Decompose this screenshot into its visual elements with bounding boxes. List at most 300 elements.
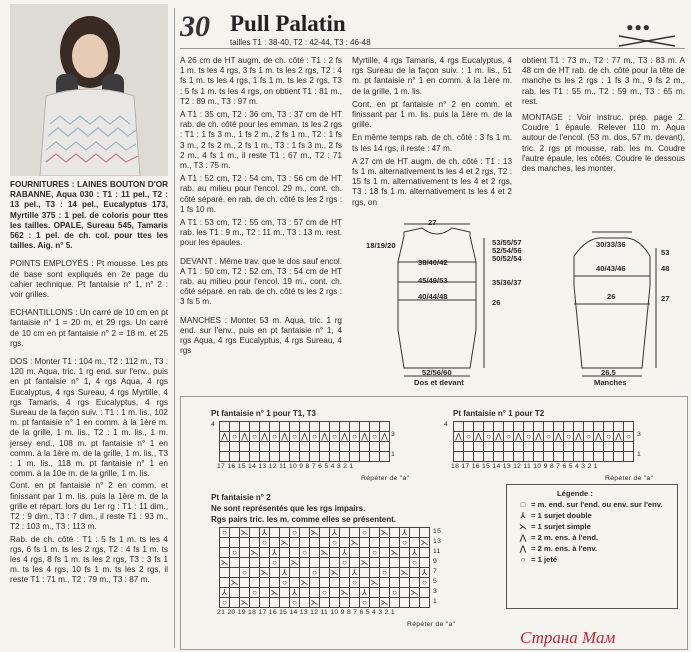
grid-cell: ⅄ (330, 528, 340, 538)
body-side-label-2: 26 (492, 298, 501, 307)
grid-cell (220, 538, 230, 548)
grid-cell (360, 442, 370, 452)
grid-cell: ○ (484, 432, 494, 442)
grid-cell (260, 598, 270, 608)
single-decrease-icon: ⋋ (519, 522, 527, 531)
grid-cell: ⋋ (320, 548, 329, 557)
grid-cell (390, 578, 400, 588)
grid-cell: ○ (464, 432, 474, 442)
encol-text: A T1 : 52 cm, T2 : 54 cm, T3 : 56 cm de HT rab. au milieu pour l'encol. 29 m., cont. ch. côté séparé. en rab. de ch. côté ts les 2 rgs : 1 fs 10 m. (180, 174, 342, 214)
body-right-label-2: 52/54/56 (492, 246, 522, 255)
grid-cell: ○ (380, 568, 390, 578)
grid-cell (514, 442, 524, 452)
chart3-row-13: 13 (433, 538, 442, 545)
echantillons-text: ECHANTILLONS : Un carré de 10 cm en pt fantaisie n° 1 = 20 m. et 29 rgs. Un carré de 10 cm en pt fantaisie n° 2 = 18 m. et 25 rgs. (10, 308, 168, 348)
chart3-grid (219, 527, 430, 608)
grid-cell (564, 442, 574, 452)
grid-cell (484, 452, 494, 462)
grid-cell (524, 442, 534, 452)
grid-cell: ⅄ (260, 528, 270, 538)
grid-cell (420, 598, 430, 608)
chart2-title: Pt fantaisie n° 1 pour T2 (453, 409, 545, 418)
grid-cell: ⋀ (454, 432, 464, 442)
chart3-note-1: Ne sont représentés que les rgs impairs. (211, 504, 366, 513)
grid-cell (484, 422, 494, 432)
grid-cell (260, 548, 270, 558)
grid-cell (360, 422, 370, 432)
grid-cell (594, 422, 604, 432)
grid-cell (544, 422, 554, 432)
body-top-label: 27 (428, 218, 437, 227)
body-side-label-1: 35/36/37 (492, 278, 522, 287)
grid-cell (250, 528, 260, 538)
grid-cell (260, 422, 270, 432)
grid-cell: ○ (260, 538, 270, 548)
grid-cell: ⋋ (280, 538, 289, 547)
grid-cell (464, 422, 474, 432)
grid-cell (400, 558, 410, 568)
grid-cell (330, 578, 340, 588)
grid-cell: ○ (330, 538, 340, 548)
grid-cell (290, 452, 300, 462)
grid-cell (260, 578, 270, 588)
body-mid-label-2: 45/49/53 (418, 276, 448, 285)
grid-cell: ○ (350, 432, 360, 442)
emman-text: A T1 : 35 cm, T2 : 36 cm, T3 : 37 cm de HT rab. de ch. côté pour les emman. ts les 2 rgs : T1 : 1 fs 3 m., 1 fs 2 m., 2 fs 1 m., T2 : 1 fs 3 m., 2 fs 2 m., 2 fs 1 m., T3 : 1 fs 3 m., 2 fs 2 m., 4 fs 1 m., il reste T1 : 67 m., T2 : 71 m., T3 : 75 m. (180, 110, 342, 171)
dos-augm-text: A 26 cm de HT augm. de ch. côté : T1 : 2 fs 1 m. ts les 4 rgs, 3 fs 1 m. ts les 2 rgs, T2 : 4 fs 1 m. ts les 4 rgs, 1 fs 1 m. ts les 2 rgs, T3 : 5 fs 1 m. ts les 4 rgs, on obtient T1 : 81 m., T2 : 89 m., T3 : 97 m. (180, 56, 342, 106)
chart3-row-9: 9 (433, 558, 438, 565)
grid-cell (410, 598, 420, 608)
grid-cell (614, 452, 624, 462)
mid-column (180, 56, 342, 356)
grid-cell: ⅄ (220, 588, 230, 598)
chart1-row-right-1: 1 (391, 451, 396, 458)
grid-cell (280, 422, 290, 432)
grid-cell (584, 452, 594, 462)
grid-cell (320, 558, 330, 568)
grid-cell (360, 452, 370, 462)
grid-cell (464, 452, 474, 462)
grid-cell (370, 568, 380, 578)
grid-cell: ○ (624, 432, 634, 442)
grid-cell (604, 442, 614, 452)
grid-cell (360, 578, 370, 588)
grid-cell (584, 442, 594, 452)
grid-cell (310, 538, 320, 548)
grid-cell (220, 568, 230, 578)
grid-cell: ⋀ (340, 432, 350, 442)
grid-cell (410, 568, 420, 578)
grid-cell (554, 422, 564, 432)
grid-cell (230, 568, 240, 578)
grid-cell: ⅄ (360, 588, 370, 598)
grid-cell (544, 442, 554, 452)
grid-cell (390, 528, 400, 538)
chart1-grid (219, 421, 390, 462)
grid-cell: ○ (564, 432, 574, 442)
grid-cell (484, 442, 494, 452)
grid-cell (290, 422, 300, 432)
column-divider (174, 8, 175, 648)
grid-cell (494, 452, 504, 462)
grid-cell: ○ (310, 568, 320, 578)
yarn-over-icon: ○ (520, 555, 526, 564)
dos-text-2: Cont. en pt fantaisie n° 2 en comm. et finissant par 1 m. lis. puis la 1ère m. de la grille et répart. lors du 1er rg : T1 : 11 dim., T2 : 9 dim., T3 : 7 dim., il reste T1 : 93 m., T2 : 103 m., T3 : 113 m. (10, 481, 168, 532)
grid-cell: ○ (410, 558, 420, 568)
grid-cell (564, 422, 574, 432)
grid-cell (260, 588, 270, 598)
grid-cell (280, 452, 290, 462)
grid-cell: ○ (360, 528, 370, 538)
grid-cell: ○ (370, 548, 380, 558)
grid-cell (410, 538, 420, 548)
grid-cell (290, 442, 300, 452)
grid-cell: ⋋ (340, 588, 349, 597)
grid-cell (340, 452, 350, 462)
grid-cell: ○ (360, 598, 370, 608)
montage-text: MONTAGE : Voir instruc. prép. page 2. Coudre 1 épaule. Relever 110 m. Aqua autour de l'encol. (53 m. dos, 57 m. devant), tric. 2 rgs pt mousse, rab. les m. Coudre l'autre épaule, les côtés. Coudre le dessous des manches, les monter. (522, 113, 685, 174)
grid-cell: ⅄ (270, 548, 280, 558)
grid-cell (270, 578, 280, 588)
grid-cell: ○ (270, 558, 280, 568)
grid-cell (340, 422, 350, 432)
grid-cell: ⋀ (380, 432, 390, 442)
chart3-axis: 21 20 19 18 17 16 15 14 13 12 11 10 9 8 7 6 5 4 3 2 1 (217, 609, 395, 616)
grid-cell: ○ (350, 578, 360, 588)
chart2-repeat: Répéter de "a" (605, 475, 654, 482)
grid-cell: ⋀ (594, 432, 604, 442)
grid-cell (230, 442, 240, 452)
grid-cell (250, 558, 260, 568)
legend-item (517, 500, 677, 509)
grid-cell (350, 528, 360, 538)
grid-cell: ⋋ (300, 578, 309, 587)
grid-cell (380, 422, 390, 432)
third-column (352, 56, 512, 208)
grid-cell: ⋋ (350, 538, 359, 547)
tete-manche-text: obtient T1 : 73 m., T2 : 77 m., T3 : 83 m. A 48 cm de HT rab. de ch. côté pour la tête de manche ts les 2 rgs : 1 fs 3 m., 9 fs 2 m., rab. les T1 : 55 m., T2 : 59 m., T3 : 65 m. rest. (522, 56, 685, 106)
grid-cell: ○ (504, 432, 514, 442)
grid-cell: ⋋ (290, 558, 299, 567)
grid-cell (230, 528, 240, 538)
grid-cell (270, 598, 280, 608)
grid-cell (320, 538, 330, 548)
title-divider (180, 48, 685, 49)
grid-cell: ○ (310, 432, 320, 442)
grid-cell (280, 588, 290, 598)
grid-cell (250, 578, 260, 588)
chart3-repeat: Répéter de "a" (407, 621, 456, 628)
grid-cell: ⋀ (614, 432, 624, 442)
grid-cell (504, 452, 514, 462)
grid-cell (300, 538, 310, 548)
grid-cell (250, 568, 260, 578)
grid-cell (250, 598, 260, 608)
grid-cell (420, 548, 430, 558)
grid-cell (564, 452, 574, 462)
grid-cell: ○ (270, 432, 280, 442)
grid-cell: ⋀ (320, 432, 330, 442)
k2tog-icon: ⋀ (519, 533, 527, 542)
manches-pt2-text: Cont. en pt fantaisie n° 2 en comm. et finissant par 1 m. lis. puis la 1ère m. de la grille. (352, 99, 512, 130)
grid-cell (260, 558, 270, 568)
grid-cell: ○ (604, 432, 614, 442)
grid-cell (594, 442, 604, 452)
body-mid-label-3: 40/44/48 (418, 292, 448, 301)
grid-cell (370, 558, 380, 568)
grid-cell: ⅄ (410, 548, 420, 558)
body-right-label-1: 53/55/57 (492, 238, 522, 247)
grid-cell: ⅄ (420, 568, 430, 578)
legend-item-label: = 1 surjet double (531, 511, 592, 520)
grid-cell (300, 588, 310, 598)
grid-cell (330, 588, 340, 598)
grid-cell: ○ (340, 558, 350, 568)
grid-cell (624, 422, 634, 432)
grid-cell (380, 538, 390, 548)
grid-cell (390, 558, 400, 568)
manches-cont-text: Myrtille, 4 rgs Tamaris, 4 rgs Eucalyptus, 4 rgs Sureau de la façon suiv. : 1 m. lis., 51 m. pt fantaisie n° 1 en comm. à la 1ère m. de la grille, 1 m. lis. (352, 56, 512, 96)
grid-cell (300, 452, 310, 462)
chart1-row-right-3: 3 (391, 431, 396, 438)
grid-cell (250, 422, 260, 432)
grid-cell (400, 578, 410, 588)
grid-cell: ⅄ (290, 588, 300, 598)
grid-cell (330, 598, 340, 608)
grid-cell (350, 588, 360, 598)
grid-cell (420, 528, 430, 538)
grid-cell (240, 548, 250, 558)
grid-cell (340, 598, 350, 608)
grid-cell (330, 452, 340, 462)
grid-cell (420, 588, 430, 598)
grid-cell: ⋀ (360, 432, 370, 442)
grid-cell (240, 588, 250, 598)
chart3-note-2: Rgs pairs tric. les m. comme elles se présentent. (211, 515, 396, 524)
p2tog-icon: ⋀ (519, 544, 527, 553)
grid-cell: ⋋ (240, 598, 249, 607)
grid-cell (574, 452, 584, 462)
grid-cell (220, 442, 230, 452)
grid-cell (350, 422, 360, 432)
grid-cell: ○ (220, 598, 230, 608)
grid-cell (290, 578, 300, 588)
grid-cell: ○ (584, 432, 594, 442)
grid-cell (310, 578, 320, 588)
grid-cell (390, 598, 400, 608)
grid-cell (360, 568, 370, 578)
legend-item-label: = m. end. sur l'end. ou env. sur l'env. (531, 500, 663, 509)
sleeve-right-label-2: 48 (661, 264, 670, 273)
grid-cell (474, 422, 484, 432)
points-text: POINTS EMPLOYÉS : Pt mousse. Les pts de base sont expliqués en 2e page du cahier technique. Pt fantaisie n° 1, n° 2 : voir grilles. (10, 259, 168, 300)
grid-cell (320, 568, 330, 578)
chart2-row-right-1: 1 (637, 451, 642, 458)
grid-cell: ⋋ (390, 548, 399, 557)
grid-cell (320, 442, 330, 452)
grid-cell: ○ (524, 432, 534, 442)
grid-cell (290, 538, 300, 548)
grid-cell: ○ (240, 568, 250, 578)
sleeve-caption: Manches (594, 378, 627, 387)
grid-cell (554, 442, 564, 452)
grid-cell (330, 422, 340, 432)
grid-cell (230, 598, 240, 608)
grid-cell: ⅄ (400, 528, 410, 538)
grid-cell (474, 452, 484, 462)
grid-cell (310, 422, 320, 432)
grid-cell: ⋋ (240, 528, 249, 537)
grid-cell: ○ (280, 578, 290, 588)
grid-cell: ⋋ (260, 568, 269, 577)
grid-cell (370, 442, 380, 452)
grid-cell (574, 422, 584, 432)
grid-cell (320, 528, 330, 538)
grid-cell: ⋀ (280, 432, 290, 442)
grid-cell (380, 578, 390, 588)
grid-cell (320, 452, 330, 462)
devant-text: DEVANT : Même trav. que le dos sauf encol. A T1 : 50 cm, T2 : 52 cm, T3 : 54 cm de HT rab. au milieu pour l'encol. 19 m., cont. ch. côté séparé. en rab. de ch. côté ts les 2 rgs : 3 fs 5 m. (180, 256, 342, 307)
chart3-row-7: 7 (433, 568, 438, 575)
grid-cell (220, 422, 230, 432)
grid-cell: ○ (230, 548, 240, 558)
grid-cell (534, 442, 544, 452)
grid-cell (380, 442, 390, 452)
grid-cell (604, 452, 614, 462)
grid-cell: ○ (370, 432, 380, 442)
chart3-row-15: 15 (433, 528, 442, 535)
grid-cell: ⅄ (350, 568, 360, 578)
grid-cell (310, 442, 320, 452)
double-decrease-icon: ⅄ (520, 511, 526, 520)
grid-cell (250, 442, 260, 452)
grid-cell (280, 558, 290, 568)
grid-cell: ⋋ (410, 588, 419, 597)
grid-cell (474, 442, 484, 452)
grid-cell (270, 528, 280, 538)
grid-cell (270, 442, 280, 452)
dos-text-3: Rab. de ch. côté : T1 : 5 fs 1 m. ts les 4 rgs, 6 fs 1 m. ts les 2 rgs, T2 : 4 fs 1 m. ts les 4 rgs, 8 fs 1 m. ts les 2 rgs, T3 : 3 fs 1 m. ts les 4 rgs, 10 fs 1 m. ts les 2 rgs, il reste T1 : 71 m., T2 : 79 m., T3 : 87 m. (10, 534, 168, 585)
grid-cell: ⋀ (554, 432, 564, 442)
legend-item-label: = 2 m. ens. à l'env. (531, 544, 598, 553)
grid-cell (330, 548, 340, 558)
body-caption: Dos et devant (414, 378, 464, 387)
grid-cell (280, 442, 290, 452)
chart3-row-11: 11 (433, 548, 441, 555)
grid-cell (454, 442, 464, 452)
grid-cell (230, 588, 240, 598)
sleeve-mid-label-1: 40/43/46 (596, 264, 626, 273)
legend-item-label: = 1 jeté (531, 555, 558, 564)
grid-cell (514, 452, 524, 462)
grid-cell (250, 538, 260, 548)
sizes-line: tailles T1 : 38-40, T2 : 42-44, T3 : 46-48 (230, 38, 371, 47)
grid-cell: ⋋ (250, 548, 259, 557)
grid-cell (220, 452, 230, 462)
sleeve-right-label-3: 27 (661, 294, 670, 303)
grid-cell (340, 538, 350, 548)
grid-cell (240, 558, 250, 568)
grid-cell (340, 442, 350, 452)
grid-cell (350, 548, 360, 558)
grid-cell (554, 452, 564, 462)
grid-cell (340, 568, 350, 578)
needles-icon (617, 34, 677, 48)
grid-cell (534, 422, 544, 432)
grid-cell (270, 568, 280, 578)
grid-cell: ⋀ (514, 432, 524, 442)
grid-cell (230, 422, 240, 432)
grid-cell: ○ (290, 528, 300, 538)
grid-cell (504, 422, 514, 432)
legend-item (517, 555, 677, 564)
grid-cell: ○ (290, 598, 300, 608)
legend-item (517, 544, 677, 553)
grid-cell: ⋀ (474, 432, 484, 442)
grid-cell (230, 558, 240, 568)
grid-cell (574, 442, 584, 452)
grid-cell (370, 588, 380, 598)
grid-cell (350, 558, 360, 568)
grid-cell (494, 442, 504, 452)
manches-augm-text: A 27 cm de HT augm. de ch. côté : T1 : 13 fs 1 m. alternativement ts les 4 et 2 rgs, T2 : 15 fs 1 m. alternativement ts les 4 et 2 rgs, T3 : 18 fs 1 m. alternativement ts les 4 et 2 rgs, on (352, 156, 512, 207)
sleeve-right-label-1: 53 (661, 248, 670, 257)
grid-cell: ○ (220, 528, 230, 538)
grid-cell: ○ (420, 578, 430, 588)
legend-item-label: = 1 surjet simple (531, 522, 591, 531)
grid-cell (240, 422, 250, 432)
grid-cell: ⅄ (280, 568, 290, 578)
grid-cell: ⋀ (300, 432, 310, 442)
manches-text: MANCHES : Monter 53 m. Aqua, tric. 1 rg end. sur l'env., puis en pt fantaisie n° 1, 4 rgs Aqua, 4 rgs Eucalyptus, 4 rgs Sureau, 4 rgs (180, 315, 342, 356)
schematics (352, 218, 688, 388)
grid-cell: ⋋ (360, 558, 369, 567)
grid-cell (524, 452, 534, 462)
grid-cell (320, 598, 330, 608)
grid-cell (300, 422, 310, 432)
chart3-row-5: 5 (433, 578, 438, 585)
grid-cell (300, 558, 310, 568)
grid-cell (230, 452, 240, 462)
grid-cell (240, 578, 250, 588)
sleeve-top-label: 30/33/36 (596, 240, 626, 249)
grid-cell (410, 578, 420, 588)
grid-cell (260, 452, 270, 462)
chart2-row-left: 4 (444, 421, 449, 428)
grid-cell: ⋀ (534, 432, 544, 442)
grid-cell (584, 422, 594, 432)
pattern-number: 30 (180, 10, 210, 43)
sleeve-mid-label-2: 26 (607, 292, 616, 301)
grid-cell (370, 538, 380, 548)
grid-cell (300, 568, 310, 578)
grid-cell (624, 452, 634, 462)
body-right-label-3: 50/52/54 (492, 254, 522, 263)
grid-cell: ⋀ (220, 432, 230, 442)
chart1-repeat: Répéter de "a" (361, 475, 410, 482)
body-left-label: 18/19/20 (366, 241, 396, 250)
grid-cell (310, 452, 320, 462)
grid-cell (310, 588, 320, 598)
grid-cell: ⋀ (494, 432, 504, 442)
grid-cell: ⋋ (270, 588, 279, 597)
grid-cell: ⋀ (240, 432, 250, 442)
grid-cell (464, 442, 474, 452)
grid-cell: ⋋ (310, 528, 319, 537)
grid-cell (380, 588, 390, 598)
title-bar (180, 8, 685, 48)
legend-item (517, 533, 677, 542)
